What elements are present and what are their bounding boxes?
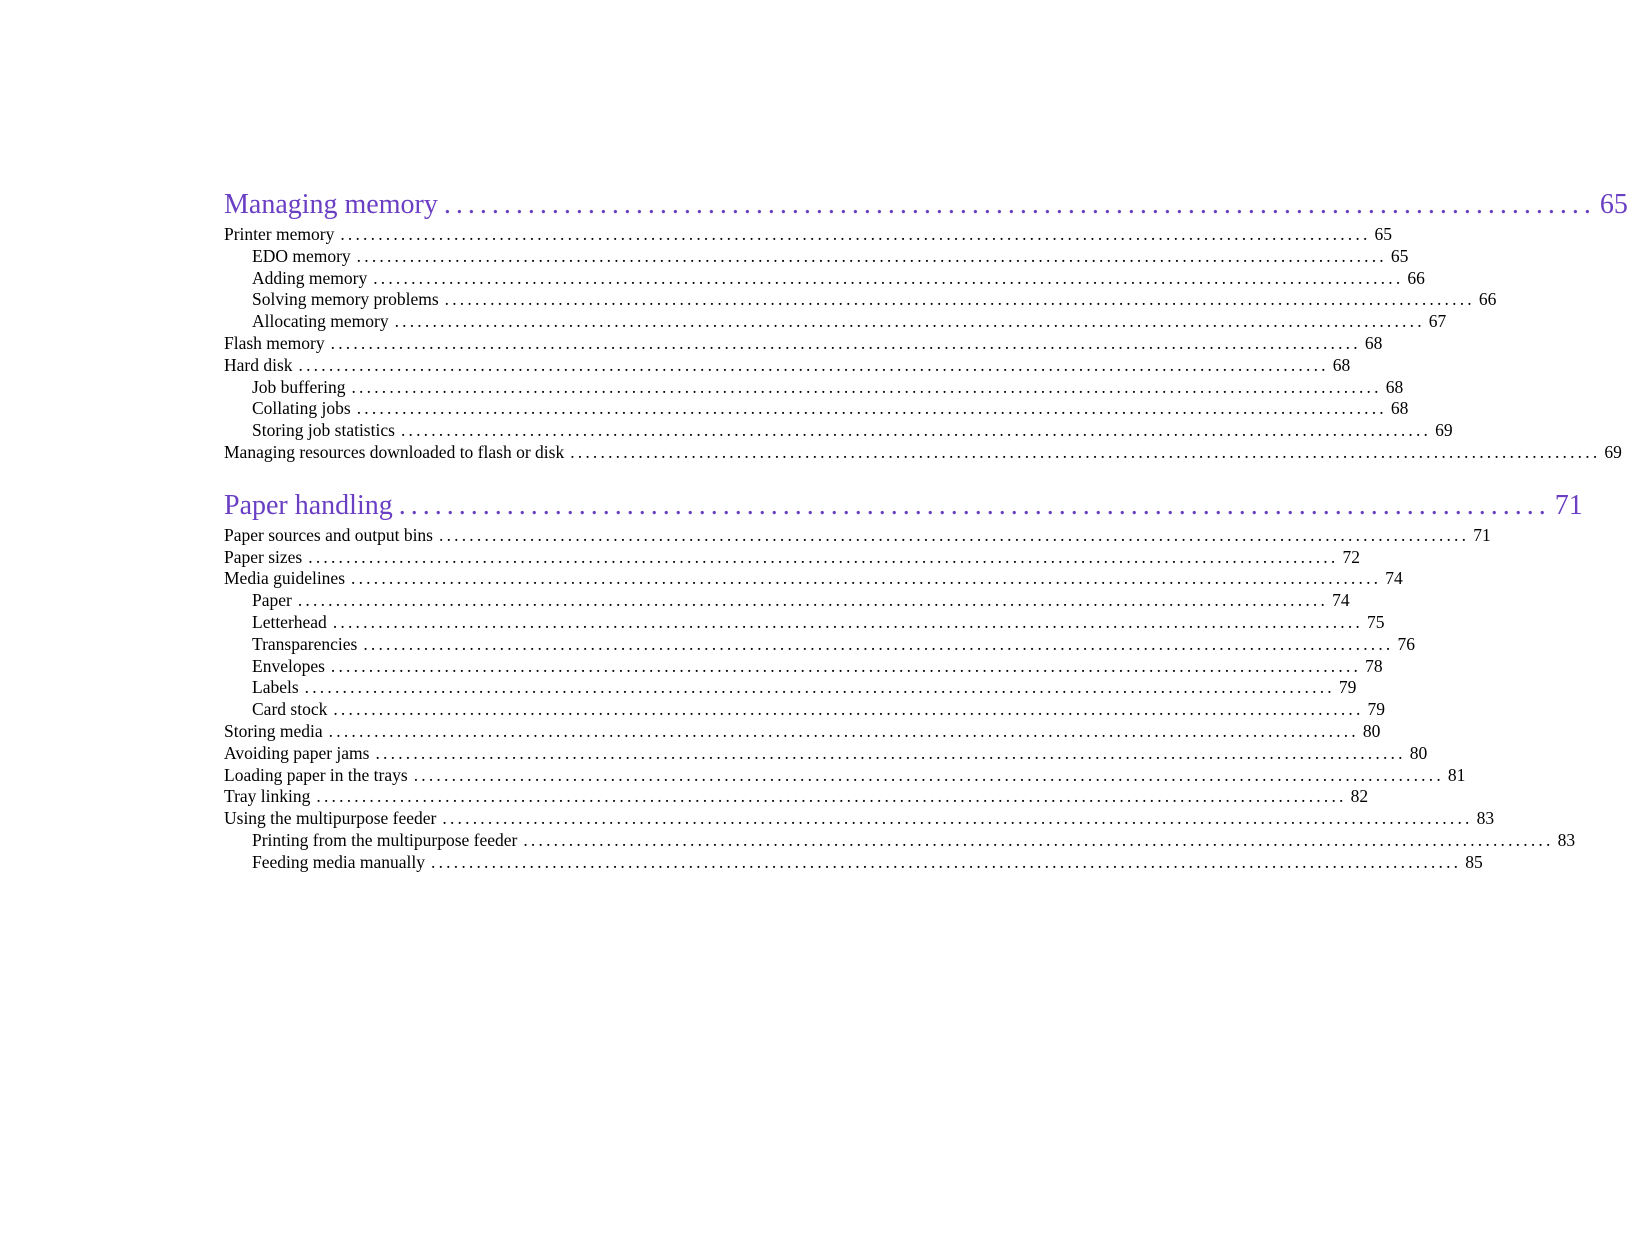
dot-leader: ........................................................................................................................................ xyxy=(356,398,1387,419)
dot-leader: ........................................................................................................................................ xyxy=(297,590,1329,611)
toc-heading-title: Managing memory xyxy=(224,189,438,220)
dot-leader: ........................................................................................................................................ xyxy=(400,420,1432,441)
dot-leader: ........................................................................................................................................ xyxy=(375,742,1406,763)
toc-entry[interactable] xyxy=(224,699,1386,721)
toc-entry[interactable] xyxy=(224,245,1409,268)
dot-leader: ........................................................................................................................................ xyxy=(394,311,1425,332)
toc-entry-page: 68 xyxy=(1390,398,1409,419)
toc-entry[interactable] xyxy=(224,764,1466,787)
toc-entry-page: 75 xyxy=(1367,611,1385,632)
toc-entry-page: 69 xyxy=(1604,441,1622,462)
toc-entry[interactable] xyxy=(224,289,1497,311)
toc-entry-label: Printer memory xyxy=(224,224,335,244)
dot-leader: ........................................................................................................................................ xyxy=(298,354,1329,375)
dot-leader: ........................................................................................................................................ xyxy=(340,224,1371,244)
toc-entry-label: Managing resources downloaded to flash or disk xyxy=(224,441,565,462)
toc-entry[interactable] xyxy=(224,376,1404,399)
toc-entry-page: 65 xyxy=(1390,245,1409,266)
dot-leader: ........................................................................................................................................ xyxy=(439,524,1470,545)
toc-entry-label: Card stock xyxy=(252,699,328,720)
dot-leader: ........................................................................................................................................ xyxy=(304,677,1335,698)
toc-entry-label: Avoiding paper jams xyxy=(224,742,370,763)
dot-leader: ........................................................................................................................................ xyxy=(356,245,1387,266)
toc-entry-page: 80 xyxy=(1409,742,1428,763)
toc-entry-page: 76 xyxy=(1397,633,1416,654)
dot-leader: ........................................................................................................................................ xyxy=(413,764,1444,785)
toc-entry[interactable] xyxy=(224,267,1425,290)
toc-entry[interactable] xyxy=(224,786,1369,808)
toc-entry-page: 79 xyxy=(1367,699,1386,720)
dot-leader: ........................................................................................................................................ xyxy=(316,786,1347,807)
toc-entry-page: 74 xyxy=(1385,568,1403,589)
toc-entry[interactable] xyxy=(224,655,1383,678)
toc-entry-label: Tray linking xyxy=(224,786,311,807)
dot-leader: ........................................................................................................................................ xyxy=(330,655,1362,676)
toc-entry[interactable] xyxy=(224,677,1357,699)
toc-entry-label: Paper sizes xyxy=(224,546,303,567)
dot-leader: ........................................................................................................................................ xyxy=(373,267,1404,288)
toc-entry-label: Envelopes xyxy=(252,655,325,676)
toc-entry[interactable] xyxy=(224,633,1416,656)
dot-leader: ................................................................................................ xyxy=(443,189,1596,220)
toc-entry[interactable] xyxy=(224,398,1409,420)
toc-section-managing-memory xyxy=(224,186,1628,464)
toc-heading-title: Paper handling xyxy=(224,489,393,521)
toc-entry[interactable] xyxy=(224,224,1393,246)
toc-entry-label: Loading paper in the trays xyxy=(224,764,408,785)
toc-entry-page: 67 xyxy=(1428,311,1447,332)
toc-entry-page: 79 xyxy=(1338,677,1357,698)
toc-entry-page: 66 xyxy=(1478,289,1497,310)
toc-entry-label: Feeding media manually xyxy=(252,851,426,872)
toc-entry-label: Hard disk xyxy=(224,354,293,375)
toc-entry-page: 68 xyxy=(1385,376,1404,397)
toc-entry[interactable] xyxy=(224,829,1576,852)
toc-entry-page: 69 xyxy=(1435,420,1453,441)
toc-entry-page: 83 xyxy=(1557,829,1576,850)
toc-entry-page: 68 xyxy=(1332,354,1351,375)
toc-entry-label: Storing media xyxy=(224,720,323,741)
toc-entry-label: Collating jobs xyxy=(252,398,351,419)
dot-leader: ........................................................................................................................................ xyxy=(570,441,1601,462)
toc-entry[interactable] xyxy=(224,311,1447,333)
toc-entry-label: Job buffering xyxy=(252,376,346,397)
dot-leader: ........................................................................................................................................ xyxy=(351,376,1382,397)
toc-entry-label: Allocating memory xyxy=(252,311,389,332)
dot-leader: ........................................................................................................................................ xyxy=(333,699,1364,720)
toc-entry-label: Paper xyxy=(252,590,292,611)
dot-leader: ........................................................................................................................................ xyxy=(442,808,1473,829)
toc-heading-link[interactable] xyxy=(224,186,1628,224)
toc-entry-label: Flash memory xyxy=(224,332,325,353)
dot-leader: ........................................................................................................................................ xyxy=(431,851,1462,872)
toc-entry-page: 83 xyxy=(1476,808,1495,829)
dot-leader: ........................................................................................................................................ xyxy=(308,546,1339,567)
toc-entry-page: 68 xyxy=(1364,332,1383,353)
toc-entry-label: Solving memory problems xyxy=(252,289,439,310)
toc-entry[interactable] xyxy=(224,354,1351,377)
dot-leader: ........................................................................................................................................ xyxy=(363,633,1394,654)
toc-entry[interactable] xyxy=(224,590,1350,612)
toc-heading-page: 71 xyxy=(1554,489,1583,521)
toc-entry-page: 82 xyxy=(1350,786,1369,807)
toc-entry[interactable] xyxy=(224,851,1483,874)
toc-entry-label: Storing job statistics xyxy=(252,420,395,441)
toc-entry[interactable] xyxy=(224,808,1495,830)
toc-entry-page: 74 xyxy=(1332,590,1350,611)
toc-entry-page: 66 xyxy=(1407,267,1425,288)
dot-leader: ........................................................................................................................................ xyxy=(328,720,1359,741)
toc-entry-page: 85 xyxy=(1465,851,1483,872)
toc-entry-page: 78 xyxy=(1365,655,1383,676)
toc-entry[interactable] xyxy=(224,611,1385,634)
toc-entry-label: Paper sources and output bins xyxy=(224,524,433,545)
toc-entry[interactable] xyxy=(224,420,1453,442)
toc-entry-page: 65 xyxy=(1374,224,1393,244)
toc-entry-label: Printing from the multipurpose feeder xyxy=(252,829,518,850)
toc-entry[interactable] xyxy=(224,742,1428,765)
dot-leader: ........................................................................................................................................ xyxy=(523,829,1554,850)
toc-entry-label: Media guidelines xyxy=(224,568,346,589)
toc-heading-page: 65 xyxy=(1599,189,1628,220)
dot-leader: ........................................................................................................................................ xyxy=(332,611,1364,632)
dot-leader: ........................................................................................................................................ xyxy=(351,568,1382,589)
toc-entry[interactable] xyxy=(224,568,1403,590)
toc-entry-page: 72 xyxy=(1342,546,1360,567)
toc-section-paper-handling xyxy=(224,487,1583,874)
toc-entry-label: Using the multipurpose feeder xyxy=(224,808,437,829)
toc-heading-link[interactable] xyxy=(224,487,1583,525)
dot-leader: ........................................................................................................................................ xyxy=(444,289,1475,310)
dot-leader: ................................................................................................ xyxy=(398,489,1551,521)
toc-entry[interactable] xyxy=(224,441,1622,464)
toc-entry[interactable] xyxy=(224,546,1360,569)
toc-entry-label: Letterhead xyxy=(252,611,327,632)
toc-entry-label: Transparencies xyxy=(252,633,358,654)
dot-leader: ........................................................................................................................................ xyxy=(330,332,1361,353)
toc-entry[interactable] xyxy=(224,524,1491,547)
toc-entry-page: 71 xyxy=(1473,524,1491,545)
toc-entry-page: 81 xyxy=(1447,764,1466,785)
toc-entry-label: EDO memory xyxy=(252,245,351,266)
toc-entry[interactable] xyxy=(224,332,1383,355)
toc-entry-page: 80 xyxy=(1362,720,1381,741)
toc-entry-label: Adding memory xyxy=(252,267,368,288)
toc-entry-label: Labels xyxy=(252,677,299,698)
table-of-contents xyxy=(224,186,1628,874)
toc-entry[interactable] xyxy=(224,720,1381,743)
